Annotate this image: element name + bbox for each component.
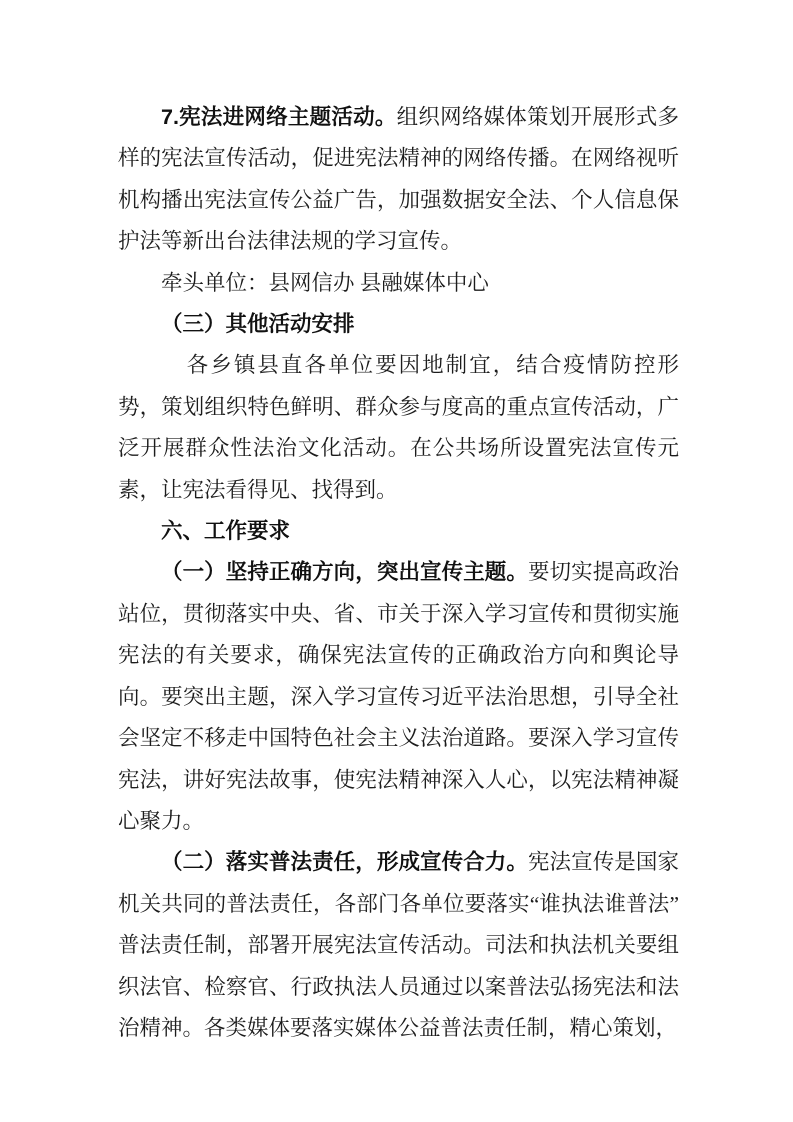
text-segment: 要切实提高政治站位，贯彻落实中央、省、市关于深入学习宣传和贯彻实施宪法的有关要求，确保宪法宣传的正确政治方向和舆论导向。要突出主题，深入学习宣传习近平法治思想，引导全社会坚定不移走中国特色社会主义法治道路。要深入学习宣传宪法，讲好宪法故事，使宪法精神深入人心，以宪法精神凝心聚力。	[118, 560, 679, 833]
body-paragraph	[118, 842, 679, 1049]
section-heading	[118, 304, 679, 345]
text-segment: 宪法宣传是国家机关共同的普法责任，各部门各单位要落实“谁执法谁普法”普法责任制，部署开展宪法宣传活动。司法和执法机关要组织法官、检察官、行政执法人员通过以案普法弘扬宪法和法治精神。各类媒体要落实媒体公益普法责任制，精心策划，	[118, 850, 679, 1040]
section-heading	[118, 511, 679, 552]
text-segment: 组织网络媒体策划开展形式多样的宪法宣传活动，促进宪法精神的网络传播。在网络视听机构播出宪法宣传公益广告，加强数据安全法、个人信息保护法等新出台法律法规的学习宣传。	[118, 105, 679, 254]
text-segment: 六、工作要求	[161, 519, 291, 544]
text-segment: （一）坚持正确方向，突出宣传主题。	[161, 560, 528, 585]
body-paragraph	[118, 97, 679, 263]
body-paragraph	[118, 263, 679, 304]
body-paragraph	[118, 345, 679, 511]
text-segment: 7.宪法进网络主题活动。	[161, 105, 397, 129]
text-segment: （三）其他活动安排	[161, 312, 355, 337]
document-body	[118, 97, 679, 1049]
body-paragraph	[118, 552, 679, 842]
text-segment: 牵头单位：县网信办 县融媒体中心	[161, 270, 489, 295]
text-segment: （二）落实普法责任，形成宣传合力。	[161, 850, 528, 875]
text-segment: 各乡镇县直各单位要因地制宜，结合疫情防控形势，策划组织特色鲜明、群众参与度高的重点宣传活动，广泛开展群众性法治文化活动。在公共场所设置宪法宣传元素，让宪法看得见、找得到。	[118, 353, 679, 502]
